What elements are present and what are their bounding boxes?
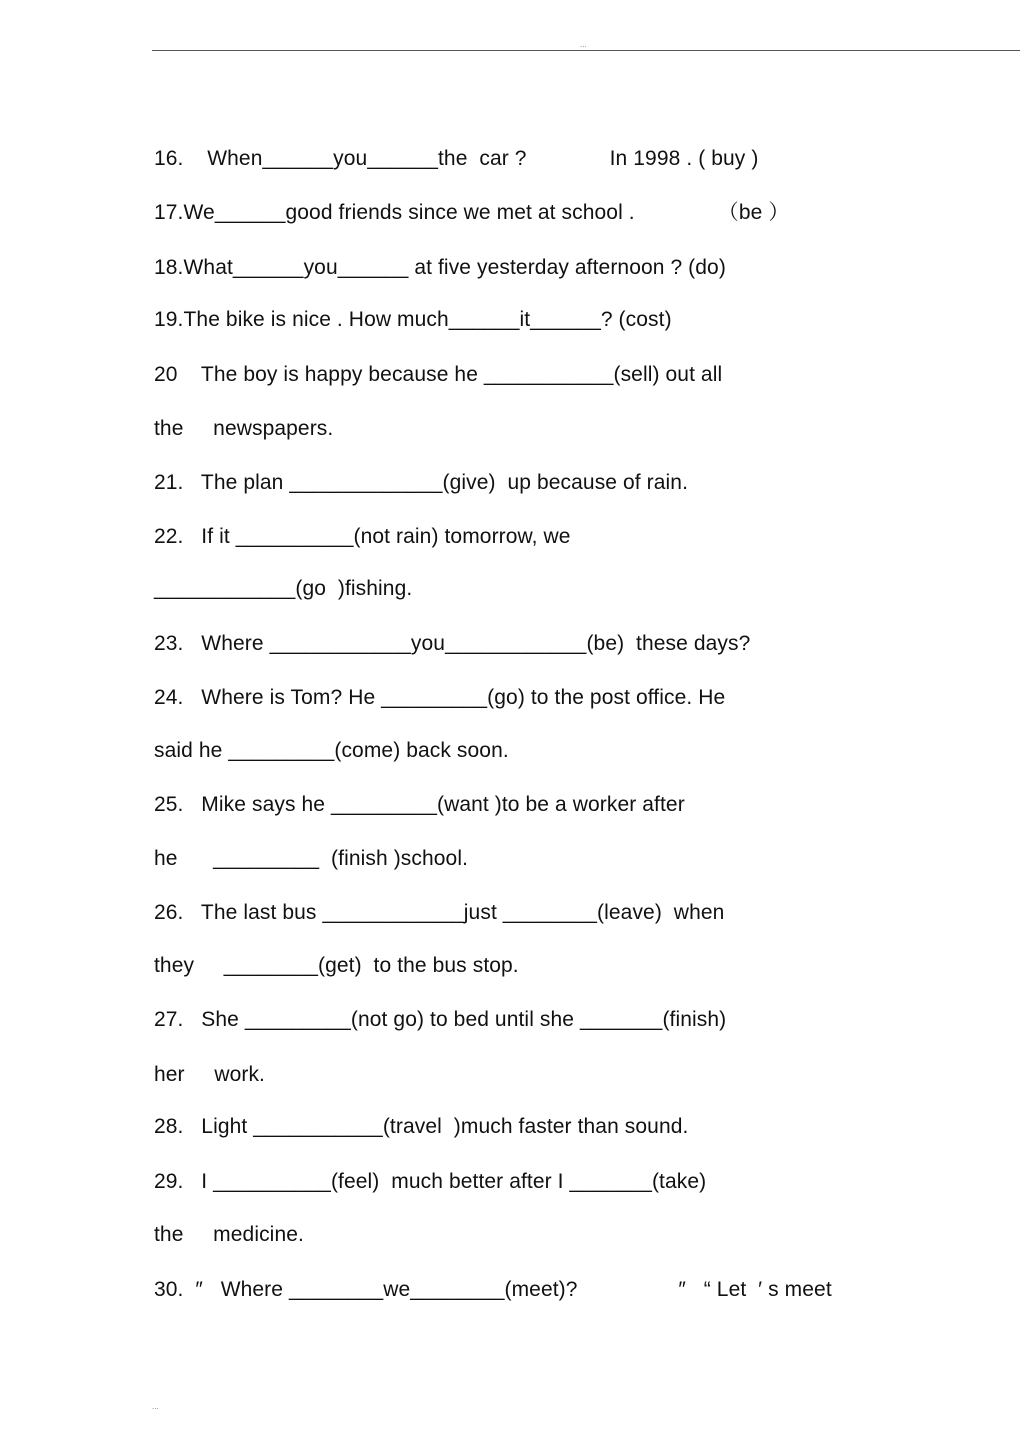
exercise-line-28: 28. Light ___________(travel )much faster than sound. bbox=[154, 1115, 689, 1138]
exercise-line-16: 16. When______you______the car ? In 1998 . ( buy ) bbox=[154, 147, 759, 170]
exercise-line-30: 30. ″ Where ________we________(meet)? ″ “ Let ′ s meet bbox=[154, 1278, 832, 1301]
exercise-line-25: 25. Mike says he _________(want )to be a worker after bbox=[154, 793, 685, 816]
exercise-line-23: 23. Where ____________you____________(be) these days? bbox=[154, 632, 751, 655]
exercise-line-18: 18.What______you______ at five yesterday afternoon ? (do) bbox=[154, 256, 726, 279]
exercise-line-29-cont: the medicine. bbox=[154, 1223, 304, 1246]
exercise-line-20-cont: the newspapers. bbox=[154, 417, 334, 440]
exercise-line-24-cont: said he _________(come) back soon. bbox=[154, 739, 509, 762]
header-rule bbox=[152, 50, 1020, 51]
exercise-line-21: 21. The plan _____________(give) up because of rain. bbox=[154, 471, 689, 494]
exercise-line-27: 27. She _________(not go) to bed until she _______(finish) bbox=[154, 1008, 727, 1031]
exercise-line-24: 24. Where is Tom? He _________(go) to the post office. He bbox=[154, 686, 726, 709]
exercise-line-19: 19.The bike is nice . How much______it______? (cost) bbox=[154, 308, 672, 331]
exercise-line-26: 26. The last bus ____________just ________(leave) when bbox=[154, 901, 725, 924]
footer-dots: ... bbox=[152, 1402, 159, 1411]
exercise-line-17: 17.We______good friends since we met at school . （be ） bbox=[154, 201, 790, 224]
exercise-line-22: 22. If it __________(not rain) tomorrow, we bbox=[154, 525, 571, 548]
exercise-line-26-cont: they ________(get) to the bus stop. bbox=[154, 954, 519, 977]
exercise-line-27-cont: her work. bbox=[154, 1063, 265, 1086]
header-dots: ... bbox=[580, 40, 587, 49]
exercise-line-29: 29. I __________(feel) much better after I _______(take) bbox=[154, 1170, 707, 1193]
exercise-line-25-cont: he _________ (finish )school. bbox=[154, 847, 469, 870]
exercise-line-22-cont: ____________(go )fishing. bbox=[154, 577, 413, 600]
exercise-line-20: 20 The boy is happy because he ___________(sell) out all bbox=[154, 363, 723, 386]
